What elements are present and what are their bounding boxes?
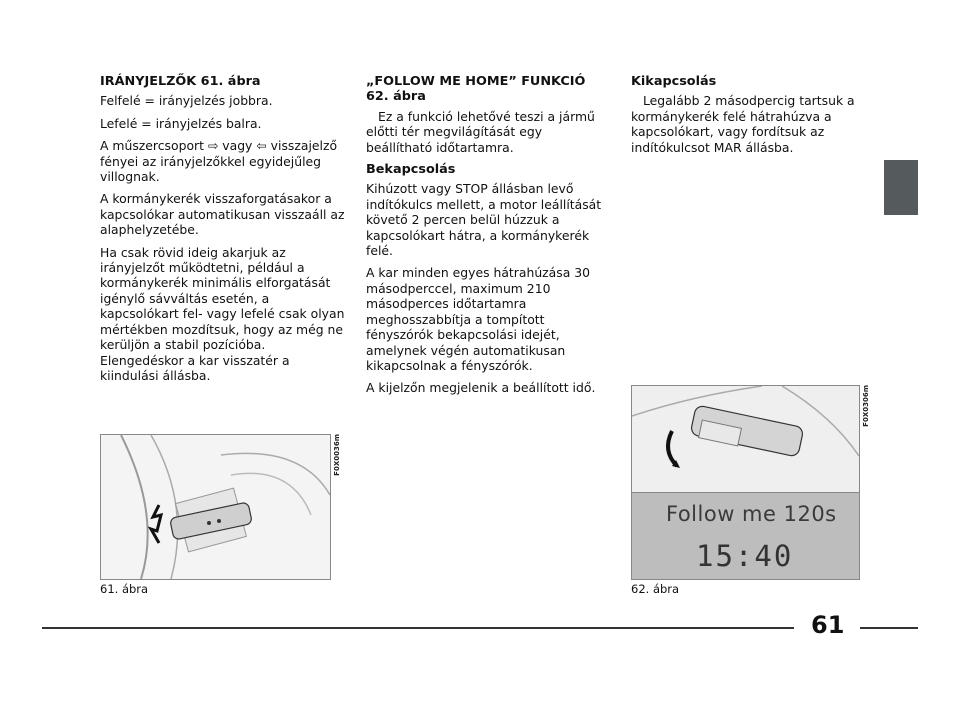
footer-rule-left: [42, 627, 794, 629]
heading-turn-signals: IRÁNYJELZŐK 61. ábra: [100, 74, 261, 89]
subheading-activation: Bekapcsolás: [366, 162, 456, 178]
paragraph: Kihúzott vagy STOP állásban levő indítókulcs mellett, a motor leállítását követő 2 percen belül húzzuk a kapcsolókart hátra, a kormánykerék felé.: [366, 181, 602, 259]
stalk-drawing-61: [101, 435, 330, 579]
footer-rule-right: [860, 627, 918, 629]
figure-62-caption: 62. ábra: [631, 582, 680, 596]
paragraph: A kormánykerék visszaforgatásakor a kapcsolókar automatikusan visszaáll az alaphelyzetébe.: [100, 191, 345, 238]
display-message: Follow me 120s: [666, 502, 837, 526]
paragraph: A műszercsoport ⇨ vagy ⇦ visszajelző fényei az irányjelzőkkel egyidejűleg villognak.: [100, 138, 338, 185]
column-deactivation: [631, 74, 861, 162]
column-turn-signals: [100, 74, 345, 390]
arrow-left-icon: ⇦: [256, 138, 267, 154]
paragraph: Ha csak rövid ideig akarjuk az irányjelzőt működtetni, például a kormánykerék minimális elforgatását igénylő sávváltás esetén, a kapcsolókart fel- vagy lefelé csak olyan mértékben mozdítsuk, hogy az még ne kerüljön a stabil pozícióba. Elengedéskor a kar visszatér a kiindulási állásba.: [100, 244, 345, 383]
arrow-right-icon: ⇨: [207, 138, 219, 154]
page-number: 61: [811, 611, 845, 639]
paragraph: A kijelzőn megjelenik a beállított idő.: [366, 380, 596, 396]
lcd-display: [632, 492, 859, 580]
paragraph: Lefelé = irányjelzés balra.: [100, 115, 262, 131]
section-tab-marker: [884, 160, 918, 215]
figure-61-caption: 61. ábra: [100, 582, 149, 596]
column-follow-me-home: [366, 74, 606, 403]
stalk-drawing-62: [632, 386, 859, 492]
paragraph: Legalább 2 másodpercig tartsuk a kormánykerék felé hátrahúzva a kapcsolókart, vagy fordítsuk az indítókulcsot MAR állásba.: [631, 93, 855, 155]
figure-62-code: F0X0306m: [862, 385, 870, 427]
paragraph: Ez a funkció lehetővé teszi a jármű előtti tér megvilágítását egy beállítható időtartamra.: [366, 108, 595, 155]
paragraph: A kar minden egyes hátrahúzása 30 másodperccel, maximum 210 másodperces időtartamra meghosszabbítja a tompított fényszórók bekapcsolási idejét, amelynek végén automatikusan kikapcsolnak a fényszórók.: [366, 265, 591, 373]
display-clock: 15:40: [696, 539, 794, 573]
figure-61-stalk-illustration: [100, 434, 331, 580]
figure-61-code: F0X0036m: [333, 434, 341, 476]
figure-62-follow-me-display: [631, 385, 860, 580]
subheading-deactivation: Kikapcsolás: [631, 74, 717, 89]
heading-follow-me-home: „FOLLOW ME HOME” FUNKCIÓ 62. ábra: [366, 74, 586, 105]
paragraph: Felfelé = irányjelzés jobbra.: [100, 93, 273, 109]
